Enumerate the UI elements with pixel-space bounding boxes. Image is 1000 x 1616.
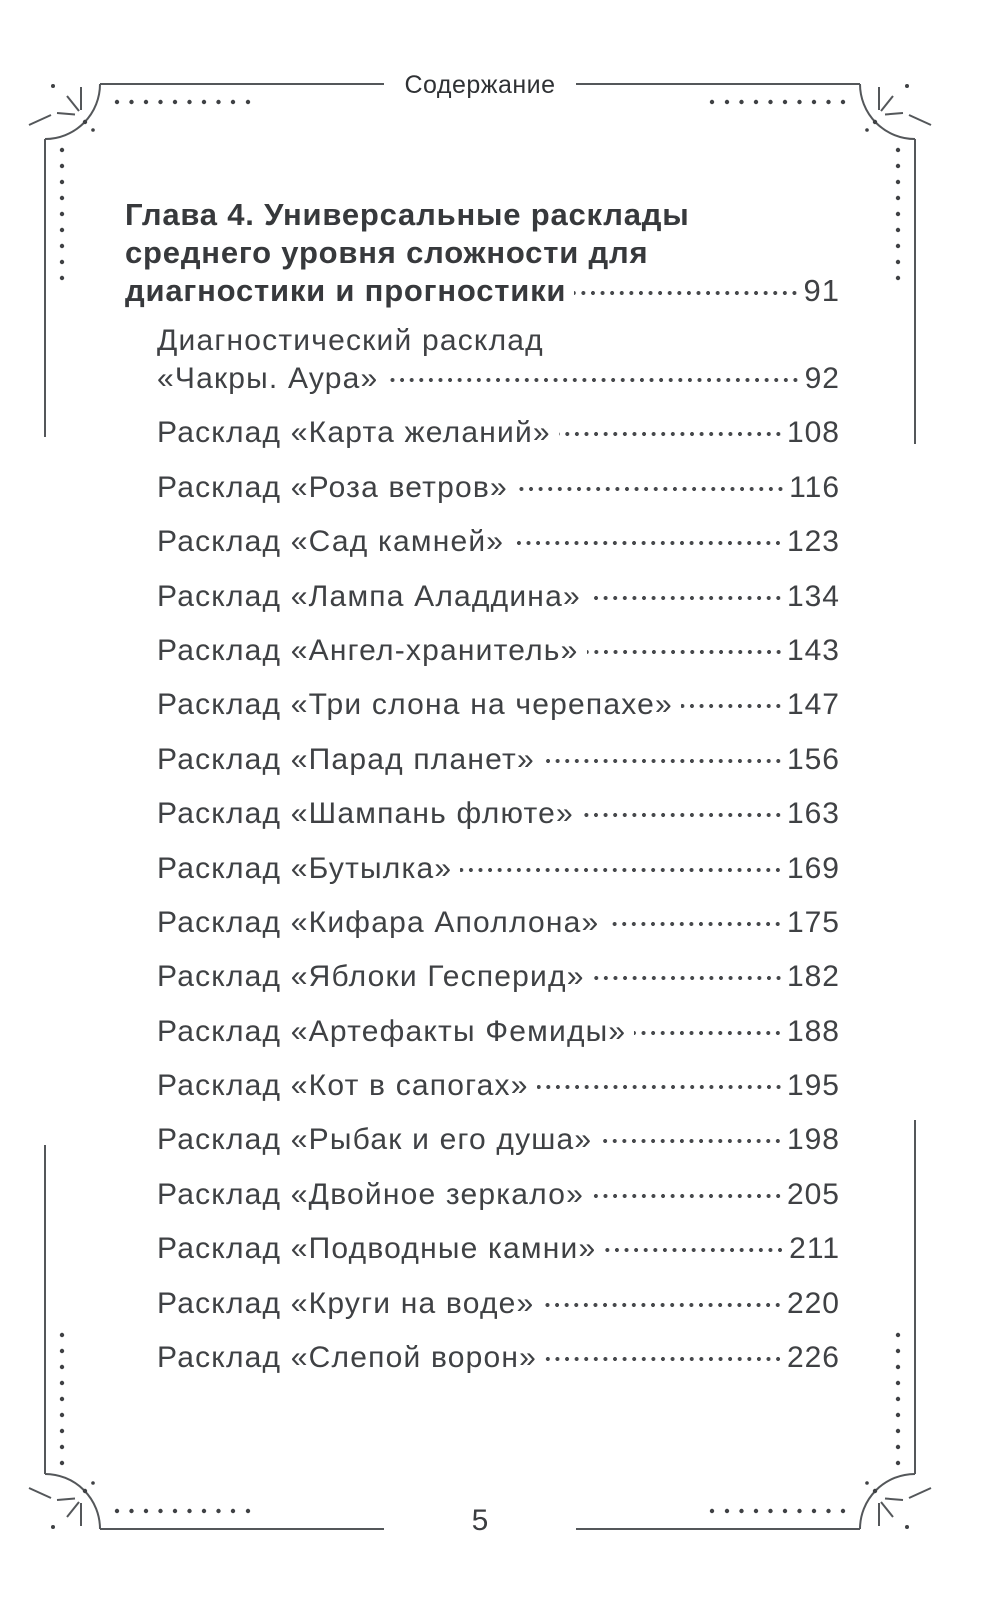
toc-entry: [157, 632, 840, 670]
chapter-page-number: 91: [803, 273, 840, 308]
toc-entry-label: «Чакры. Аура»: [157, 362, 379, 395]
toc-entry-label: Расклад «Слепой ворон»: [157, 1341, 538, 1375]
toc-entry: [157, 578, 840, 616]
toc-entry-page-number: 116: [789, 470, 840, 504]
toc-entry-label: Расклад «Рыбак и его душа»: [157, 1123, 593, 1157]
toc-entry: [157, 904, 840, 942]
toc-entry-page-number: 226: [786, 1341, 840, 1375]
toc-entry: [157, 1285, 840, 1323]
toc-entry: [157, 1230, 840, 1268]
toc-entry-page-number: 163: [786, 797, 840, 831]
toc-entry-page-number: 195: [786, 1069, 840, 1103]
toc-entry: [157, 795, 840, 833]
toc-entry-label: Расклад «Шампань флюте»: [157, 797, 574, 831]
toc-entry: [157, 469, 840, 507]
toc-entry-page-number: 169: [786, 851, 840, 885]
toc-entry-label: Расклад «Карта желаний»: [157, 416, 551, 450]
toc-entry-page-number: 175: [786, 905, 840, 939]
toc-entry-label: Расклад «Роза ветров»: [157, 470, 508, 504]
toc-entry-page-number: 182: [786, 960, 840, 994]
toc-entry: [157, 1339, 840, 1377]
toc-entry-label: Расклад «Круги на воде»: [157, 1286, 535, 1320]
toc-entry-page-number: 156: [786, 742, 840, 776]
toc-entry-label: Расклад «Три слона на черепахе»: [157, 688, 673, 722]
toc-entry: [157, 741, 840, 779]
toc-entry-label: Расклад «Ангел-хранитель»: [157, 633, 579, 667]
toc-entry-label: Расклад «Бутылка»: [157, 851, 453, 885]
toc-entry-page-number: 205: [786, 1177, 840, 1211]
toc-entry: [157, 686, 840, 724]
toc-entry-page-number: 211: [789, 1232, 840, 1266]
toc-entry-list: [157, 322, 840, 1377]
page-number: 5: [471, 1504, 489, 1537]
toc-entry-page-number: 108: [786, 416, 840, 450]
chapter-heading-line: Глава 4. Универсальные расклады: [125, 197, 690, 232]
toc-entry-page-number: 147: [786, 688, 840, 722]
toc-entry-label-line: Диагностический расклад: [157, 324, 544, 357]
page-header-title: Содержание: [404, 71, 556, 99]
toc-entry-label: Расклад «Парад планет»: [157, 742, 535, 776]
toc-entry: [157, 1176, 840, 1214]
toc-entry-label: Расклад «Кифара Аполлона»: [157, 905, 600, 939]
toc-entry: [157, 414, 840, 452]
toc-entry: [157, 850, 840, 888]
toc-entry-page-number: 143: [786, 633, 840, 667]
chapter-heading-label: диагностики и прогностики: [125, 273, 567, 308]
toc-entry-page-number: 188: [786, 1014, 840, 1048]
toc-entry: [157, 1121, 840, 1159]
toc-entry-label: Расклад «Артефакты Фемиды»: [157, 1014, 627, 1048]
toc-entry-page-number: 92: [804, 362, 840, 395]
toc-entry: [157, 322, 840, 398]
toc-entry: [157, 1067, 840, 1105]
toc-entry-label: Расклад «Лампа Аладдина»: [157, 579, 581, 613]
chapter-heading-line: среднего уровня сложности для: [125, 235, 649, 270]
toc-entry-label: Расклад «Двойное зеркало»: [157, 1177, 584, 1211]
toc-entry-label: Расклад «Яблоки Гесперид»: [157, 960, 585, 994]
toc-entry-label: Расклад «Сад камней»: [157, 525, 505, 559]
toc-entry: [157, 523, 840, 561]
toc-entry-page-number: 134: [786, 579, 840, 613]
chapter-heading: [125, 196, 840, 310]
toc-entry: [157, 958, 840, 996]
toc-entry-label: Расклад «Подводные камни»: [157, 1232, 597, 1266]
toc-entry-page-number: 220: [786, 1286, 840, 1320]
toc-entry-page-number: 123: [786, 525, 840, 559]
toc-entry-page-number: 198: [786, 1123, 840, 1157]
toc-entry-label: Расклад «Кот в сапогах»: [157, 1069, 529, 1103]
table-of-contents: [125, 196, 840, 1377]
toc-entry: [157, 1013, 840, 1051]
